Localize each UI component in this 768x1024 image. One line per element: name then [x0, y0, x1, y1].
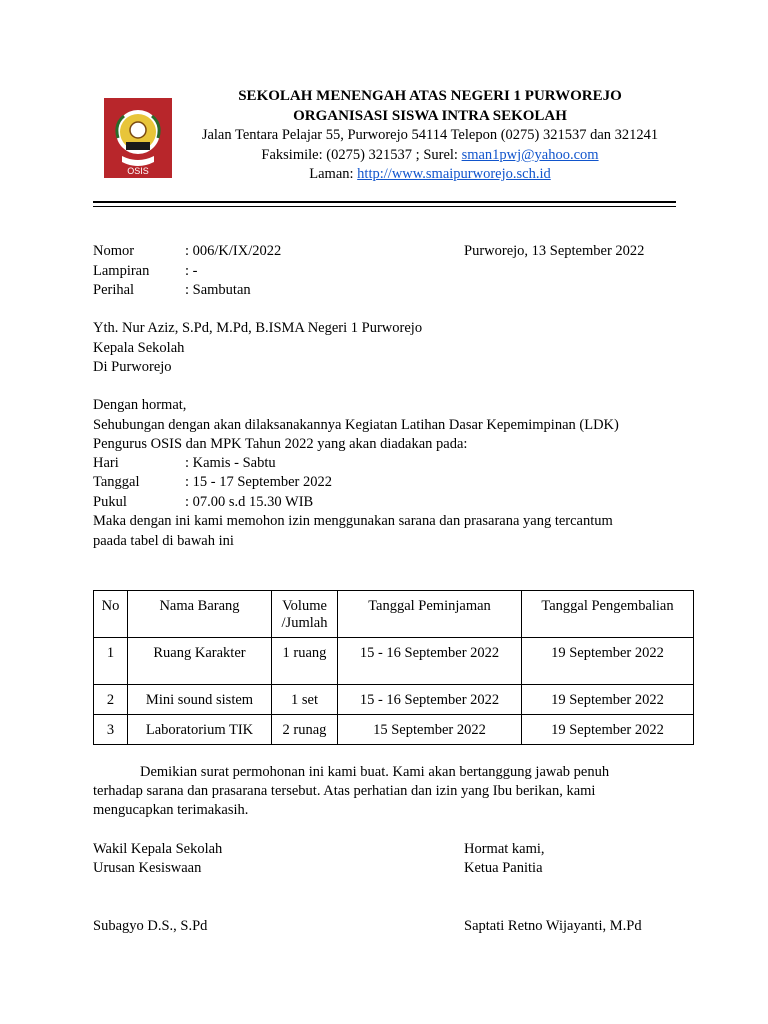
nomor-value: : 006/K/IX/2022	[185, 243, 282, 259]
hari-value: : Kamis - Sabtu	[185, 455, 276, 471]
header-rule-thick	[93, 201, 676, 203]
website-link[interactable]: http://www.smaipurworejo.sch.id	[357, 166, 551, 182]
signature-right-title-1: Hormat kami,	[464, 841, 545, 857]
signature-left-name: Subagyo D.S., S.Pd	[93, 918, 208, 934]
cell-volume: 1 set	[272, 685, 338, 715]
body-paragraph-2-line-2: paada tabel di bawah ini	[93, 533, 234, 549]
header-no: No	[94, 591, 128, 638]
table-row	[94, 685, 694, 715]
closing-line-3: mengucapkan terimakasih.	[93, 802, 249, 818]
recipient-line-3: Di Purworejo	[93, 359, 172, 375]
signature-left-title-2: Urusan Kesiswaan	[93, 860, 202, 876]
header-rule-thin	[93, 206, 676, 207]
perihal-label: Perihal	[93, 282, 135, 298]
lampiran-value: : -	[185, 263, 198, 279]
body-paragraph-1-line-1: Sehubungan dengan akan dilaksanakannya Kegiatan Latihan Dasar Kepemimpinan (LDK)	[93, 417, 619, 433]
cell-nama-barang: Mini sound sistem	[128, 685, 272, 715]
recipient-line-2: Kepala Sekolah	[93, 340, 185, 356]
cell-tanggal-pengembalian: 19 September 2022	[522, 715, 694, 745]
tanggal-label: Tanggal	[93, 474, 140, 490]
school-name: SEKOLAH MENENGAH ATAS NEGERI 1 PURWOREJO	[238, 88, 622, 104]
header-tanggal-pengembalian: Tanggal Pengembalian	[522, 591, 694, 638]
osis-logo	[104, 98, 172, 178]
header-volume: Volume /Jumlah	[272, 591, 338, 638]
table-row	[94, 638, 694, 685]
closing-line-2: terhadap sarana dan prasarana tersebut. Atas perhatian dan izin yang Ibu berikan, kami	[93, 783, 596, 799]
nomor-label: Nomor	[93, 243, 135, 259]
cell-tanggal-pengembalian: 19 September 2022	[522, 638, 694, 685]
fax-text: Faksimile: (0275) 321537 ; Surel:	[261, 147, 462, 163]
signature-right-name: Saptati Retno Wijayanti, M.Pd	[464, 918, 642, 934]
place-date: Purworejo, 13 September 2022	[464, 243, 645, 259]
pukul-value: : 07.00 s.d 15.30 WIB	[185, 494, 314, 510]
recipient-line-1: Yth. Nur Aziz, S.Pd, M.Pd, B.ISMA Negeri 1 Purworejo	[93, 320, 423, 336]
cell-no: 3	[94, 715, 128, 745]
perihal-value: : Sambutan	[185, 282, 251, 298]
facility-table	[93, 590, 694, 745]
website-line	[180, 165, 680, 185]
header-tanggal-peminjaman: Tanggal Peminjaman	[338, 591, 522, 638]
website-label: Laman:	[309, 166, 358, 182]
logo-text: OSIS	[127, 166, 149, 176]
cell-tanggal-peminjaman: 15 - 16 September 2022	[338, 638, 522, 685]
cell-volume: 2 runag	[272, 715, 338, 745]
contact-line	[180, 146, 680, 166]
table-row	[94, 715, 694, 745]
cell-tanggal-peminjaman: 15 - 16 September 2022	[338, 685, 522, 715]
cell-no: 1	[94, 638, 128, 685]
header-nama-barang: Nama Barang	[128, 591, 272, 638]
osis-emblem-icon	[104, 98, 172, 178]
cell-tanggal-pengembalian: 19 September 2022	[522, 685, 694, 715]
closing-line-1: Demikian surat permohonan ini kami buat. Kami akan bertanggung jawab penuh	[140, 764, 610, 780]
lampiran-label: Lampiran	[93, 263, 150, 279]
body-paragraph-1-line-2: Pengurus OSIS dan MPK Tahun 2022 yang akan diadakan pada:	[93, 436, 468, 452]
org-name: ORGANISASI SISWA INTRA SEKOLAH	[293, 108, 567, 124]
body-paragraph-2-line-1: Maka dengan ini kami memohon izin menggunakan sarana dan prasarana yang tercantum	[93, 513, 613, 529]
cell-tanggal-peminjaman: 15 September 2022	[338, 715, 522, 745]
signature-left-title-1: Wakil Kepala Sekolah	[93, 841, 223, 857]
table-header-row	[94, 591, 694, 638]
signature-right-title-2: Ketua Panitia	[464, 860, 543, 876]
tanggal-value: : 15 - 17 September 2022	[185, 474, 332, 490]
email-link[interactable]: sman1pwj@yahoo.com	[461, 147, 599, 163]
cell-nama-barang: Ruang Karakter	[128, 638, 272, 685]
address-line: Jalan Tentara Pelajar 55, Purworejo 54114 Telepon (0275) 321537 dan 321241	[201, 127, 659, 143]
greeting: Dengan hormat,	[93, 397, 187, 413]
cell-nama-barang: Laboratorium TIK	[128, 715, 272, 745]
cell-no: 2	[94, 685, 128, 715]
pukul-label: Pukul	[93, 494, 127, 510]
hari-label: Hari	[93, 455, 119, 471]
cell-volume: 1 ruang	[272, 638, 338, 685]
